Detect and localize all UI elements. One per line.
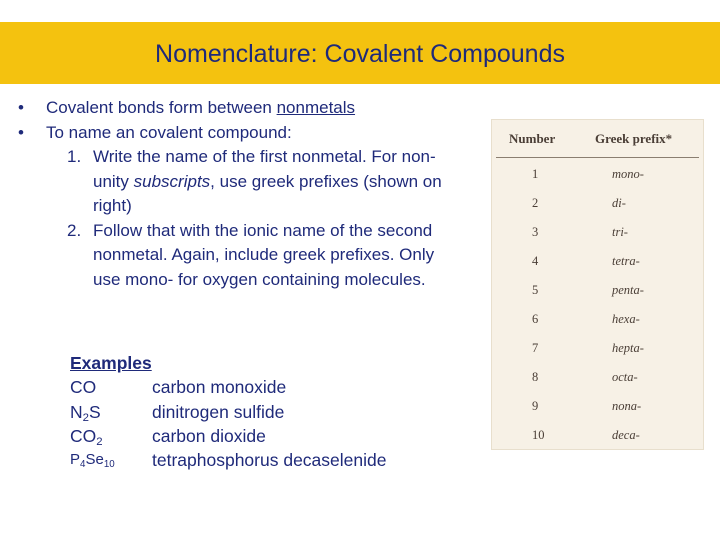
compound-name: carbon dioxide (152, 425, 266, 446)
example-row (70, 400, 386, 424)
table-row (492, 160, 703, 189)
table-row (492, 305, 703, 334)
number-cell: 4 (532, 254, 539, 268)
number-cell: 10 (532, 428, 545, 442)
step-text-italic: subscripts (133, 171, 211, 191)
number-cell: 6 (532, 312, 539, 326)
compound-name: dinitrogen sulfide (152, 401, 285, 422)
slide-title: Nomenclature: Covalent Compounds (155, 39, 565, 68)
number-cell: 2 (532, 196, 539, 210)
number-cell: 9 (532, 399, 539, 413)
table-row (492, 363, 703, 392)
chemical-formula (70, 424, 152, 448)
table-row (492, 276, 703, 305)
bullet-text (46, 96, 355, 121)
examples-section (70, 351, 386, 472)
compound-name: tetraphosphorus decaselenide (152, 450, 387, 471)
table-row (492, 218, 703, 247)
step-text: Follow that with the ionic name of the second nonmetal. Again, include greek prefixes. Only use mono- for oxygen containing molecules. (93, 220, 435, 289)
formula-subscript: 4 (80, 459, 86, 471)
formula-part: P (70, 451, 81, 469)
formula-subscript: 2 (96, 435, 103, 448)
prefix-cell: nona- (612, 399, 642, 413)
example-row (70, 375, 386, 399)
example-row (70, 424, 386, 448)
formula-part: Se (85, 451, 104, 469)
step-item (67, 219, 478, 293)
bullet-text-prefix: Covalent bonds form between (46, 98, 277, 117)
greek-prefix-table (491, 119, 704, 450)
prefix-cell: tetra- (612, 254, 640, 268)
column-header-prefix: Greek prefix* (595, 130, 673, 146)
table-row (492, 247, 703, 276)
number-cell: 5 (532, 283, 539, 297)
bullet-text: To name an covalent compound: (46, 122, 292, 142)
step-text-part: , use greek prefixes (shown on right) (93, 171, 442, 215)
prefix-cell: hepta- (612, 341, 644, 355)
table-row (492, 421, 703, 450)
numbered-steps (67, 145, 478, 292)
table-body (492, 158, 703, 450)
examples-heading: Examples (70, 353, 152, 373)
prefix-cell: octa- (612, 370, 638, 384)
prefix-cell: di- (612, 196, 626, 210)
prefix-cell: deca- (612, 428, 640, 442)
bullet-item (18, 121, 478, 146)
bullet-item (18, 96, 478, 121)
formula-part: S (88, 401, 101, 422)
number-cell: 7 (532, 341, 539, 355)
number-cell: 1 (532, 167, 539, 181)
title-bar (0, 22, 720, 84)
formula-part: N (70, 401, 83, 422)
underlined-term: nonmetals (276, 98, 356, 117)
step-item (67, 145, 478, 219)
compound-name: carbon monoxide (152, 377, 287, 398)
column-header-number: Number (509, 130, 556, 146)
prefix-cell: hexa- (612, 312, 640, 326)
bullet-dot: • (18, 98, 24, 117)
chemical-formula (70, 400, 152, 424)
number-cell: 8 (532, 370, 539, 384)
prefix-cell: mono- (612, 167, 644, 181)
step-number: 2. (67, 220, 82, 240)
step-text-part: Write the name of the first nonmetal. For non-unity (93, 147, 436, 191)
formula-subscript: 10 (103, 459, 115, 471)
step-number: 1. (67, 147, 82, 166)
table-row (492, 334, 703, 363)
bullet-dot: • (18, 122, 24, 142)
chemical-formula (70, 375, 152, 399)
prefix-cell: tri- (612, 225, 628, 239)
table-header (496, 120, 699, 158)
chemical-formula (70, 448, 152, 472)
prefix-cell: penta- (612, 283, 644, 297)
number-cell: 3 (532, 225, 539, 239)
step-text (93, 145, 463, 219)
table-row (492, 392, 703, 421)
formula-part: CO (70, 377, 97, 398)
formula-part: CO (70, 425, 97, 446)
bullet-list (18, 96, 478, 292)
example-row (70, 448, 386, 472)
table-row (492, 189, 703, 218)
formula-subscript: 2 (82, 411, 89, 424)
